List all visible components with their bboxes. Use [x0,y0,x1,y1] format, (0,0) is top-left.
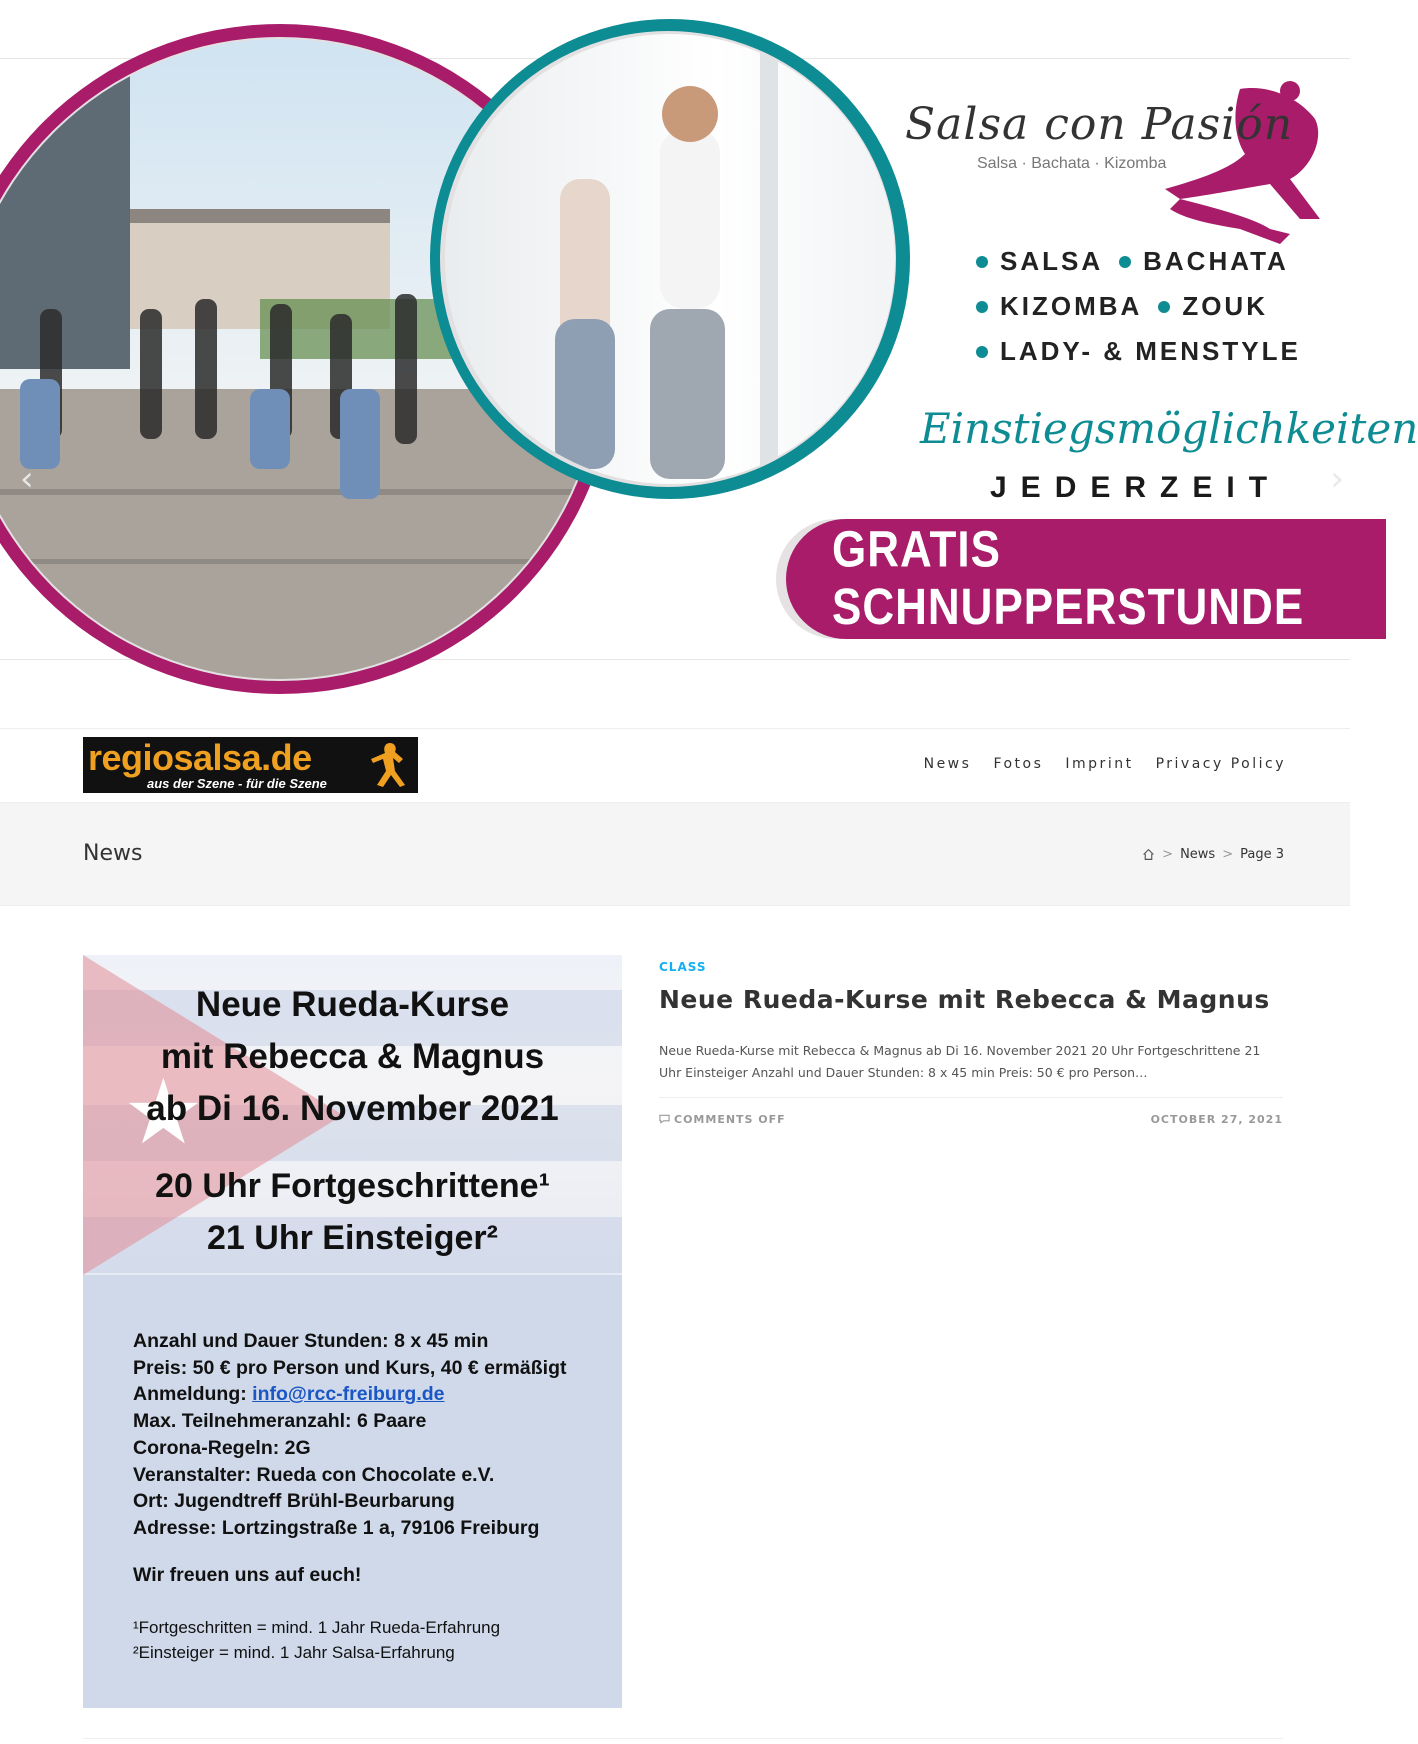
nav-imprint[interactable]: Imprint [1065,756,1134,772]
bullet-icon [1119,256,1131,268]
slider-next-arrow-icon[interactable]: › [1330,459,1344,499]
dance-style-label: LADY- & MENSTYLE [1000,336,1301,366]
page-title: News [83,841,143,866]
site-logo[interactable] [83,737,418,793]
bullet-icon [1158,301,1170,313]
dance-style-item [976,284,1142,329]
poster-time-advanced: 20 Uhr Fortgeschrittene¹ [155,1167,550,1205]
poster-info-line: Anzahl und Dauer Stunden: 8 x 45 min [133,1330,489,1352]
free-trial-label: GRATIS SCHNUPPERSTUNDE [832,521,1305,636]
nav-privacy-policy[interactable]: Privacy Policy [1155,756,1286,772]
poster-greeting: Wir freuen uns auf euch! [133,1563,362,1586]
dance-style-label: SALSA [1000,246,1104,276]
site-header [0,728,1350,802]
divider [83,1738,1283,1739]
comments-label: COMMENTS OFF [674,1113,786,1126]
poster-info-line: Preis: 50 € pro Person und Kurs, 40 € ermäßigt [133,1356,567,1379]
free-trial-banner[interactable] [786,519,1386,639]
dance-style-row [976,329,1301,374]
logo-slogan: aus der Szene - für die Szene [147,776,327,791]
post-category[interactable]: CLASS [659,960,707,974]
post-thumbnail[interactable] [83,955,622,1708]
nav-news[interactable]: News [923,756,972,772]
poster-info-label: Anmeldung: [133,1383,253,1406]
flag-star-icon: ★ [123,1060,204,1165]
breadcrumb [1142,847,1284,862]
logo-dancer-icon [365,739,415,791]
poster-email-link[interactable]: info@rcc-freiburg.de [252,1383,445,1406]
comment-icon [659,1114,670,1124]
dance-style-item [976,329,1301,374]
post-date: OCTOBER 27, 2021 [1150,1113,1283,1126]
main-nav [924,756,1286,772]
poster-footnotes [133,1615,500,1665]
poster-heading-3: ab Di 16. November 2021 [146,1089,559,1128]
hero-slider [0,59,1418,660]
dance-style-row [976,284,1301,329]
poster-heading-2: mit Rebecca & Magnus [160,1037,545,1076]
breadcrumb-current: Page 3 [1240,847,1284,862]
home-icon[interactable] [1142,848,1155,861]
brand-subtitle: Salsa · Bachata · Kizomba [977,155,1167,172]
page-header [0,802,1350,906]
tagline-caps: JEDERZEIT [990,471,1282,504]
poster-info-line: Max. Teilnehmeranzahl: 6 Paare [133,1410,427,1433]
post-excerpt: Neue Rueda-Kurse mit Rebecca & Magnus ab Di 16. November 2021 20 Uhr Fortgeschrittene 21 Uhr Einsteiger Anzahl und Dauer Stunden: 8 x 45 min Preis: 50 € pro Person… [659,1043,1261,1080]
post-comments-meta [659,1113,786,1126]
poster-footnote: ¹Fortgeschritten = mind. 1 Jahr Rueda-Erfahrung [133,1618,501,1637]
dance-style-label: BACHATA [1143,246,1289,276]
breadcrumb-news[interactable]: News [1180,847,1216,862]
poster-info-line: Adresse: Lortzingstraße 1 a, 79106 Freiburg [133,1516,540,1539]
poster-time-beginner: 21 Uhr Einsteiger² [207,1219,498,1257]
poster-details [133,1328,566,1588]
post-title[interactable]: Neue Rueda-Kurse mit Rebecca & Magnus [659,985,1270,1014]
dance-style-row [976,239,1301,284]
poster-footnote: ²Einsteiger = mind. 1 Jahr Salsa-Erfahrung [133,1643,455,1662]
brand-name-script: Salsa con Pasión [905,99,1294,150]
dance-style-list [976,239,1301,374]
bullet-icon [976,301,988,313]
dance-style-label: KIZOMBA [1000,291,1143,321]
poster-heading-1: Neue Rueda-Kurse [195,985,510,1024]
bullet-icon [976,256,988,268]
dance-style-label: ZOUK [1182,291,1268,321]
logo-text: regiosalsa.de [88,737,312,778]
poster-info-line: Ort: Jugendtreff Brühl-Beurbarung [133,1490,455,1513]
dance-style-item [1158,284,1268,329]
dance-style-item [1119,239,1289,284]
poster-info-line: Corona-Regeln: 2G [133,1436,311,1459]
tagline-script: Einstiegsmöglichkeiten [920,404,1418,453]
bullet-icon [976,346,988,358]
dance-style-item [976,239,1103,284]
breadcrumb-separator: > [1222,847,1234,862]
slider-prev-arrow-icon[interactable]: ‹ [20,459,34,499]
divider [659,1097,1283,1098]
breadcrumb-separator: > [1162,847,1174,862]
nav-fotos[interactable]: Fotos [993,756,1044,772]
poster-info-line [133,1381,566,1408]
poster-info-line: Veranstalter: Rueda con Chocolate e.V. [133,1463,495,1486]
